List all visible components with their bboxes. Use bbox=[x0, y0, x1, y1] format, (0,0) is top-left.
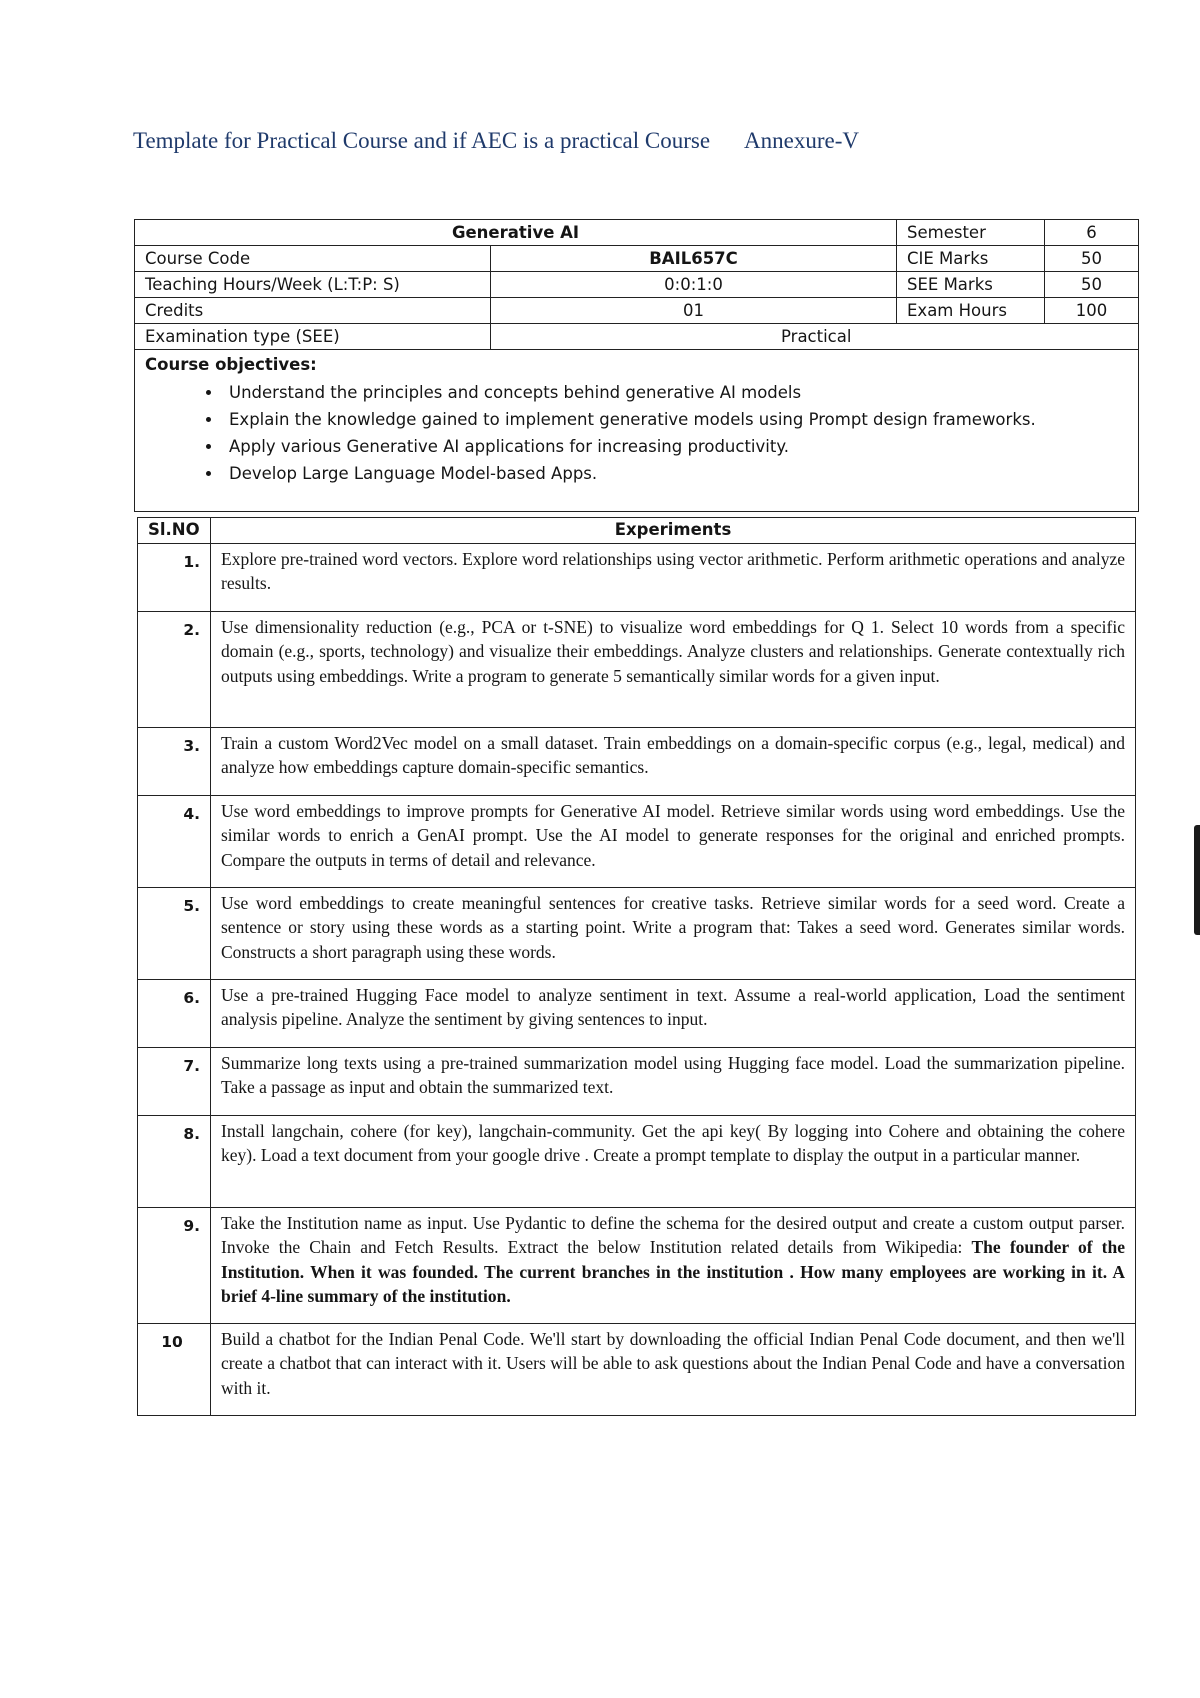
experiments-table bbox=[137, 517, 1136, 1416]
table-row bbox=[138, 1207, 1136, 1323]
experiment-number: 7. bbox=[138, 1047, 211, 1115]
exam-hours-label: Exam Hours bbox=[897, 298, 1045, 324]
experiment-text: Use word embeddings to create meaningful sentences for creative tasks. Retrieve similar words for a seed word. Create a sentence or story using these words as a starting point. Write a program that: Takes a seed word. Generates similar words. Constructs a short paragraph using these words. bbox=[211, 887, 1136, 979]
teaching-hours-value: 0:0:1:0 bbox=[491, 272, 897, 298]
cie-marks-value: 50 bbox=[1045, 246, 1139, 272]
annexure-label: Annexure-V bbox=[744, 128, 860, 153]
experiment-number: 5. bbox=[138, 887, 211, 979]
experiment-number: 8. bbox=[138, 1115, 211, 1207]
experiment-text: Take the Institution name as input. Use Pydantic to define the schema for the desired output and create a custom output parser. Invoke the Chain and Fetch Results. Extract the below Institution related details from Wikipedia: bbox=[221, 1212, 1125, 1258]
experiment-text: Use dimensionality reduction (e.g., PCA or t-SNE) to visualize word embeddings for Q 1. Select 10 words from a specific domain (e.g., sports, technology) and visualize their embeddings. Analyze clusters and relationships. Generate contextually rich outputs using embeddings. Write a program to generate 5 semantically similar words for a given input. bbox=[211, 611, 1136, 727]
objectives-list bbox=[145, 379, 1128, 487]
objective-item: • Develop Large Language Model-based Apps. bbox=[223, 460, 1128, 487]
see-marks-label: SEE Marks bbox=[897, 272, 1045, 298]
table-row bbox=[138, 1115, 1136, 1207]
experiment-text: Use word embeddings to improve prompts for Generative AI model. Retrieve similar words using word embeddings. Use the similar words to enrich a GenAI prompt. Use the AI model to generate responses for the original and enriched prompts. Compare the outputs in terms of detail and relevance. bbox=[211, 795, 1136, 887]
objective-item: • Apply various Generative AI applications for increasing productivity. bbox=[223, 433, 1128, 460]
objective-item: • Understand the principles and concepts behind generative AI models bbox=[223, 379, 1128, 406]
experiments-header: Experiments bbox=[211, 518, 1136, 544]
see-marks-value: 50 bbox=[1045, 272, 1139, 298]
credits-label: Credits bbox=[135, 298, 491, 324]
scroll-edge-handle bbox=[1194, 825, 1200, 935]
sl-no-header: Sl.NO bbox=[138, 518, 211, 544]
table-row bbox=[138, 887, 1136, 979]
experiment-number: 9. bbox=[138, 1207, 211, 1323]
exam-type-value: Practical bbox=[491, 324, 1139, 350]
page-title: Template for Practical Course and if AEC is a practical Course bbox=[133, 128, 711, 153]
experiments-section bbox=[137, 517, 1135, 1416]
experiment-number: 10 bbox=[138, 1323, 211, 1415]
page-heading bbox=[133, 128, 859, 154]
experiment-text: Build a chatbot for the Indian Penal Code. We'll start by downloading the official Indian Penal Code document, and then we'll create a chatbot that can interact with it. Users will be able to ask questions about the Indian Penal Code and have a conversation with it. bbox=[211, 1323, 1136, 1415]
experiment-text: Explore pre-trained word vectors. Explore word relationships using vector arithmetic. Perform arithmetic operations and analyze results. bbox=[211, 543, 1136, 611]
table-row bbox=[138, 611, 1136, 727]
experiment-bold-text: The founder of the Institution. When it was founded. The current branches in the institution . How many employees are working in it. A brief 4-line summary of the institution. bbox=[221, 1237, 1125, 1307]
table-row bbox=[138, 1047, 1136, 1115]
experiment-number: 2. bbox=[138, 611, 211, 727]
course-info-table bbox=[134, 219, 1139, 512]
course-code-label: Course Code bbox=[135, 246, 491, 272]
table-row bbox=[138, 543, 1136, 611]
credits-value: 01 bbox=[491, 298, 897, 324]
experiment-number: 1. bbox=[138, 543, 211, 611]
experiment-number: 4. bbox=[138, 795, 211, 887]
table-row bbox=[138, 727, 1136, 795]
experiment-text: Install langchain, cohere (for key), langchain-community. Get the api key( By logging into Cohere and obtaining the cohere key). Load a text document from your google drive . Create a prompt template to display the output in a particular manner. bbox=[211, 1115, 1136, 1207]
semester-label: Semester bbox=[897, 220, 1045, 246]
table-row bbox=[138, 1323, 1136, 1415]
experiment-text: Use a pre-trained Hugging Face model to analyze sentiment in text. Assume a real-world application, Load the sentiment analysis pipeline. Analyze the sentiment by giving sentences to input. bbox=[211, 979, 1136, 1047]
course-code-value: BAIL657C bbox=[491, 246, 897, 272]
objective-item: • Explain the knowledge gained to implement generative models using Prompt design frameworks. bbox=[223, 406, 1128, 433]
table-row bbox=[138, 795, 1136, 887]
experiment-number: 6. bbox=[138, 979, 211, 1047]
experiment-text: Train a custom Word2Vec model on a small dataset. Train embeddings on a domain-specific corpus (e.g., legal, medical) and analyze how embeddings capture domain-specific semantics. bbox=[211, 727, 1136, 795]
teaching-hours-label: Teaching Hours/Week (L:T:P: S) bbox=[135, 272, 491, 298]
experiment-cell bbox=[211, 1207, 1136, 1323]
course-objectives bbox=[135, 350, 1139, 512]
experiment-text: Summarize long texts using a pre-trained summarization model using Hugging face model. Load the summarization pipeline. Take a passage as input and obtain the summarized text. bbox=[211, 1047, 1136, 1115]
course-name: Generative AI bbox=[135, 220, 897, 246]
table-row bbox=[138, 979, 1136, 1047]
experiment-number: 3. bbox=[138, 727, 211, 795]
semester-value: 6 bbox=[1045, 220, 1139, 246]
exam-hours-value: 100 bbox=[1045, 298, 1139, 324]
exam-type-label: Examination type (SEE) bbox=[135, 324, 491, 350]
objectives-label: Course objectives: bbox=[145, 355, 317, 374]
cie-marks-label: CIE Marks bbox=[897, 246, 1045, 272]
